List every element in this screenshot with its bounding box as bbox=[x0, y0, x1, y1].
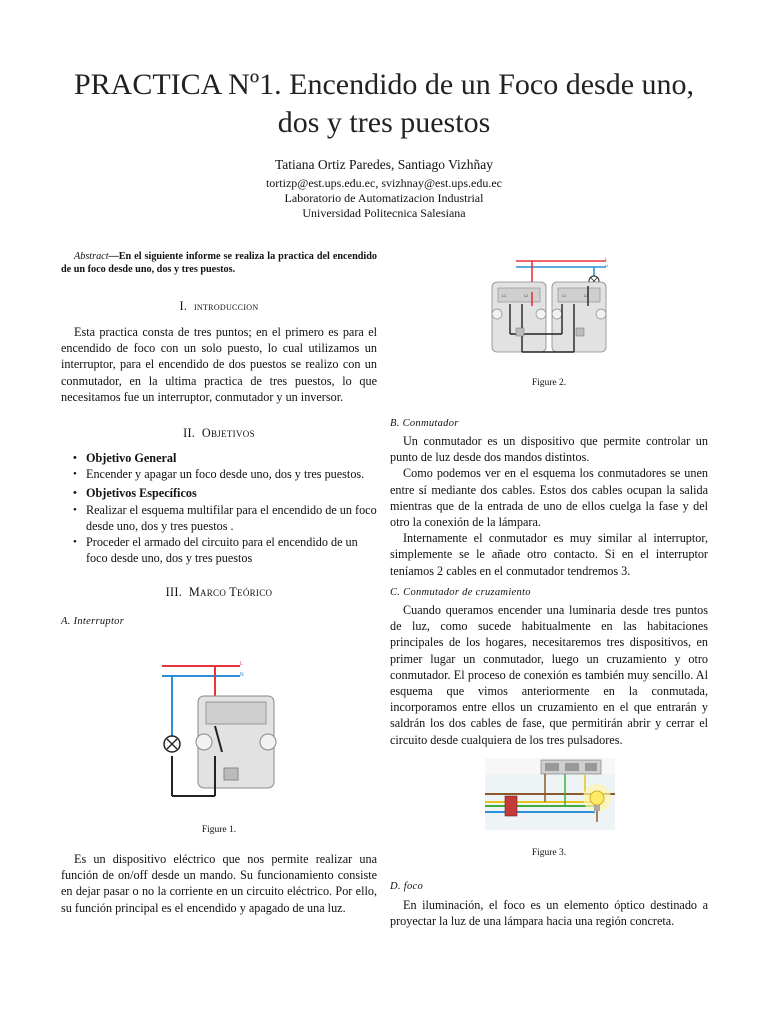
foco-body bbox=[390, 897, 708, 929]
terminal-L1: L1 bbox=[502, 294, 506, 298]
figure-3-diagram bbox=[485, 758, 615, 830]
section-objetivos-heading bbox=[61, 425, 377, 441]
section-title: Objetivos bbox=[201, 426, 255, 440]
introduccion-paragraph: Esta practica consta de tres puntos; en el primero es para el encendido de foco con un solo puesto, lo cual utilizamos un interruptor, para el encendido de dos puestos se realizo con un conmutador, en la ultima practica de tres puestos, lo que necesitamos fue un interruptor, conmutador y un inversor. bbox=[61, 325, 377, 404]
junction-block bbox=[505, 796, 517, 816]
figure-1-diagram bbox=[160, 656, 284, 802]
list-item: • Encender y apagar un foco desde uno, dos y tres puestos. bbox=[86, 466, 377, 482]
affiliation-university: Universidad Politecnica Salesiana bbox=[302, 206, 466, 220]
authors: Tatiana Ortiz Paredes, Santiago Vizhñay bbox=[274, 157, 494, 172]
conmutador-paragraph-2: Como podemos ver en el esquema los conmutadores se unen entre sí mediante dos cables. Estos dos cables ocupan la salida mientras que de la entrada de uno de ellos cuelga la fase y del otro la conexión de la lámpara. bbox=[390, 466, 708, 530]
affiliation-lab: Laboratorio de Automatizacion Industrial bbox=[284, 191, 484, 205]
terminal-L2: L2 bbox=[524, 294, 528, 298]
abstract bbox=[61, 250, 377, 276]
subsection-cruzamiento: C. Conmutador de cruzamiento bbox=[390, 587, 531, 598]
paper-title bbox=[40, 66, 728, 142]
introduccion-body bbox=[61, 324, 377, 405]
subsection-interruptor: A. Interruptor bbox=[61, 616, 125, 627]
list-item: • Realizar el esquema multifilar para el encendido de un foco desde uno, dos y tres puestos . bbox=[86, 502, 377, 534]
terminal-L1: L1 bbox=[562, 294, 566, 298]
subsection-foco: D. foco bbox=[390, 881, 424, 892]
bulb-icon bbox=[590, 791, 604, 805]
section-number: II. bbox=[183, 426, 196, 440]
figure-1-caption: Figure 1. bbox=[201, 825, 237, 835]
cruzamiento-body bbox=[390, 602, 708, 748]
cruzamiento-paragraph: Cuando queramos encender una luminaria desde tres puntos de luz, como sucede habitualmente en las habitaciones principales de los hogares, necesitaremos tres dispositivos, en primer lugar un conmutador, luego un cruzamiento y otro conmutador. El proceso de conexión es también muy sencillo. Al esquema que vimos anteriormente en la conmutada, incorporamos entre ellos un cruzamiento en el que entrarán y saldrán los dos cables de fase, que permitirán abrir y cerrar el circuito desde cualquiera de los tres pulsadores. bbox=[390, 603, 708, 747]
author-emails: tortizp@est.ups.edu.ec, svizhnay@est.ups.edu.ec bbox=[265, 176, 503, 190]
section-introduccion-heading bbox=[61, 298, 377, 315]
terminal-L2: L2 bbox=[584, 294, 588, 298]
label-L: L bbox=[240, 661, 243, 667]
conmutador-paragraph-3: Internamente el conmutador es muy similar al interruptor, simplemente se le añade otro contacto. Si en el interruptor teníamos 2 cables en el conmutador tendremos 3. bbox=[390, 531, 708, 578]
objetivos-list bbox=[61, 450, 377, 566]
figure-2-caption: Figure 2. bbox=[531, 378, 567, 388]
title-line-1: PRACTICA Nº1. Encendido de un Foco desde uno, bbox=[73, 68, 695, 101]
conmutador-body bbox=[390, 433, 708, 579]
list-item: • Objetivos Específicos bbox=[86, 485, 377, 501]
abstract-label: Abstract bbox=[74, 251, 109, 262]
section-marco-heading bbox=[61, 584, 377, 600]
title-line-2: dos y tres puestos bbox=[277, 106, 491, 139]
interruptor-body bbox=[61, 851, 377, 916]
abstract-text: —En el siguiente informe se realiza la practica del encendido de un foco desde uno, dos y tres puestos. bbox=[61, 251, 377, 275]
list-item: • Objetivo General bbox=[86, 450, 377, 466]
subsection-conmutador: B. Conmutador bbox=[390, 418, 459, 429]
figure-3-caption: Figure 3. bbox=[531, 848, 567, 858]
foco-paragraph: En iluminación, el foco es un elemento óptico destinado a proyectar la luz de una lámpara hacia una región concreta. bbox=[390, 898, 708, 929]
label-L: L bbox=[605, 256, 608, 261]
label-N: N bbox=[240, 672, 244, 678]
interruptor-paragraph: Es un dispositivo eléctrico que nos permite realizar una función de on/off desde un mando. Su funcionamiento consiste en dejar pasar o no la corriente en un circuito eléctrico. Por ello, su función principal es el encendido y apagado de una luz. bbox=[61, 852, 377, 915]
list-item: • Proceder el armado del circuito para el encendido de un foco desde uno, dos y tres puestos bbox=[86, 534, 377, 566]
conmutador-paragraph-1: Un conmutador es un dispositivo que permite controlar un punto de luz desde dos mandos distintos. bbox=[390, 434, 708, 465]
section-number: III. bbox=[165, 585, 183, 599]
label-N: N bbox=[605, 263, 608, 268]
section-number: I. bbox=[179, 299, 188, 313]
section-title: introduccion bbox=[193, 301, 259, 313]
section-title: Marco Teórico bbox=[188, 585, 273, 599]
figure-2-diagram bbox=[488, 256, 612, 358]
